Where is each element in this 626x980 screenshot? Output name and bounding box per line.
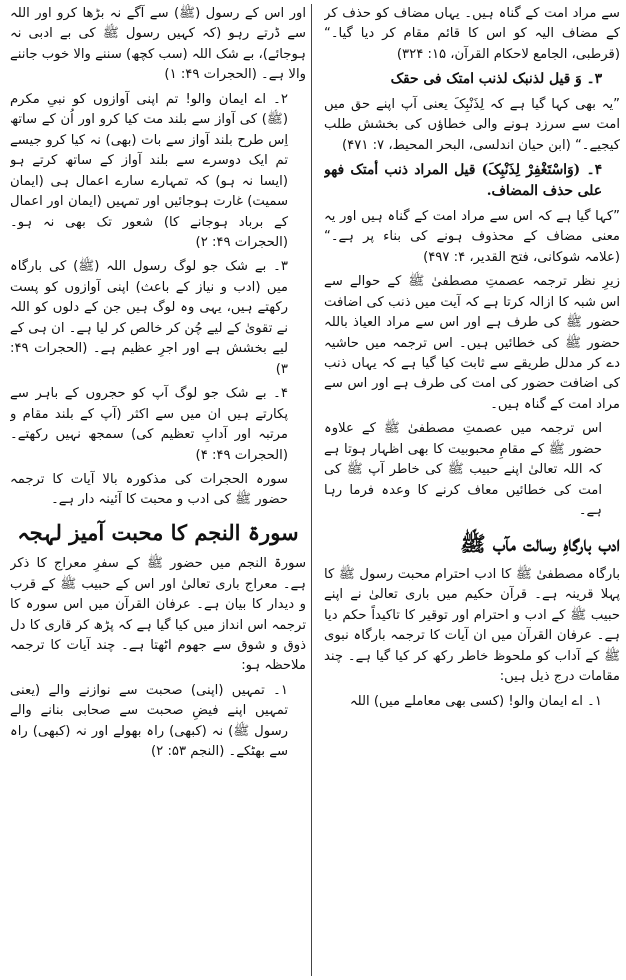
paragraph: سورہ الحجرات کی مذکورہ بالا آیات کا ترجمہ حضور ﷺ کی ادب و محبت کا آئینہ دار ہے۔ <box>10 471 288 508</box>
paragraph: زیرِ نظر ترجمہ عصمتِ مصطفیٰ ﷺ کے حوالے سے اس شبہ کا ازالہ کرتا ہے کہ آیت میں ذنب کی اضافت حضور ﷺ کی طرف ہے اور اس سے مراد العیاذ باللہ حضور ﷺ کی خطائیں ہیں۔ اس ترجمہ میں حاشیہ دے کر مدلل طریقے سے ثابت کیا گیا ہے کہ یہاں ذنب کی اضافت حضور کی امت کی طرف ہے اور اس سے مراد امت کے گناہ ہیں۔ <box>324 274 620 412</box>
arabic-quote: ۴۔ (وَاسْتَغْفِرْ لِذَنْبِکَ) قیل المراد ذنب أمتک فھو علی حذف المضاف. <box>324 162 602 200</box>
paragraph: سے مراد امت کے گناہ ہیں۔ یہاں مضاف کو حذف کر کے مضاف الیہ کو اس کا قائم مقام کر دیا گیا۔“ (قرطبی، الجامع لاحکام القرآن، ۱۵: ۳۲۴) <box>324 6 620 62</box>
column-divider <box>311 4 312 976</box>
section-heading: سورۃ النجم کا محبت آمیز لہجہ <box>17 519 299 545</box>
left-column <box>10 4 306 980</box>
paragraph: اس ترجمہ میں عصمتِ مصطفیٰ ﷺ کے علاوہ حضور ﷺ کے مقامِ محبوبیت کا بھی اظہار ہوتا ہے کہ اللہ تعالیٰ اپنے حبیب ﷺ کی خاطر آپ ﷺ کی امت کی خطائیں معاف کرنے کا وعدہ فرما رہا ہے۔ <box>324 421 602 519</box>
paragraph: سورۃ النجم میں حضور ﷺ کے سفرِ معراج کا ذکر ہے۔ معراج باری تعالیٰ اور اس کے حبیب ﷺ کے قرب و دیدار کا بیان ہے۔ عرفان القرآن میں اس سورہ کا ترجمہ اس انداز میں کیا گیا ہے کہ پڑھ کر قاری کا دل ذوق و شوق سے جھوم اٹھتا ہے۔ چند آیات کا ترجمہ ملاحظہ ہو: <box>10 556 306 674</box>
paragraph: ۱۔ تمہیں (اپنی) صحبت سے نوازنے والے (یعنی تمہیں اپنے فیضِ صحبت سے صحابی بنانے والے رسول ﷺ) نہ (کبھی) راہ بھولے اور نہ (کبھی) راہ سے بھٹکے۔ (النجم ۵۳: ۲) <box>10 682 288 760</box>
paragraph: ۴۔ بے شک جو لوگ آپ کو حجروں کے باہر سے پکارتے ہیں ان میں سے اکثر (آپ کے بلند مقام و مرتبہ اور آدابِ تعظیم کی) سمجھ نہیں رکھتے۔ (الحجرات ۴۹: ۴) <box>10 386 288 463</box>
paragraph: بارگاہ مصطفیٰ ﷺ کا ادب احترام محبت رسول ﷺ کا پہلا قرینہ ہے۔ قرآن حکیم میں باری تعالیٰ نے اپنے حبیب ﷺ کے ادب و احترام اور توقیر کا تاکیداً حکم دیا ہے۔ عرفان القرآن میں ان آیات کا ترجمہ بارگاہ نبوی ﷺ کے آداب کو ملحوظ خاطر رکھ کر کیا گیا ہے۔ چند مقامات درج ذیل ہیں: <box>324 566 620 685</box>
paragraph: ”یہ بھی کہا گیا ہے کہ لِذَنْبِکَ یعنی آپ اپنے حق میں امت سے سرزد ہونے والی خطاؤں کی بخشش طلب کیجیے۔“ (ابن حیان اندلسی، البحر المحیط، ۷: ۴۷۱) <box>324 96 620 153</box>
paragraph: اور اس کے رسول (ﷺ) سے آگے نہ بڑھا کرو اور اللہ سے ڈرتے رہو (کہ کہیں رسول ﷺ کی بے ادبی نہ ہوجائے)، بے شک اللہ (سب کچھ) سننے والا خوب جاننے والا ہے۔ (الحجرات ۴۹: ۱) <box>10 6 306 83</box>
arabic-quote: ۳۔ وَ قیل لذنبک لذنب امتک فی حقک <box>390 71 602 88</box>
section-heading: ادب بارگاہِ رسالت مآب ﷺ <box>460 530 620 556</box>
paragraph: ۳۔ بے شک جو لوگ رسول اللہ (ﷺ) کی بارگاہ میں (ادب و نیاز کے باعث) اپنی آوازوں کو پست رکھتے ہیں، یہی وہ لوگ ہیں جن کے دلوں کو اللہ نے تقویٰ کے لیے چُن کر خالص کر لیا ہے۔ ان ہی کے لیے بخشش ہے اور اجرِ عظیم ہے۔ (الحجرات ۴۹: ۳) <box>10 259 288 377</box>
paragraph: ۱۔ اے ایمان والو! (کسی بھی معاملے میں) اللہ <box>349 693 602 709</box>
right-column <box>324 4 620 980</box>
paragraph: ”کہا گیا ہے کہ اس سے مراد امت کے گناہ ہیں اور یہ معنی مضاف کے محذوف ہونے کی بناء پر ہے۔“ (علامہ شوکانی، فتح القدیر، ۴: ۴۹۷) <box>324 208 620 265</box>
paragraph: ۲۔ اے ایمان والو! تم اپنی آوازوں کو نبیِ مکرم (ﷺ) کی آواز سے بلند مت کیا کرو اور اُن کے ساتھ اِس طرح بلند آواز سے بات (بھی) نہ کیا کرو جیسے تم ایک دوسرے سے بلند آواز کے ساتھ کرتے ہو (ایسا نہ ہو) کہ تمہارے سارے اعمال ہی (ایمان سمیت) غارت ہوجائیں اور تمہیں (ایمان اور اعمال کے برباد ہوجانے کا) شعور تک بھی نہ ہو۔ (الحجرات ۴۹: ۲) <box>10 91 288 250</box>
